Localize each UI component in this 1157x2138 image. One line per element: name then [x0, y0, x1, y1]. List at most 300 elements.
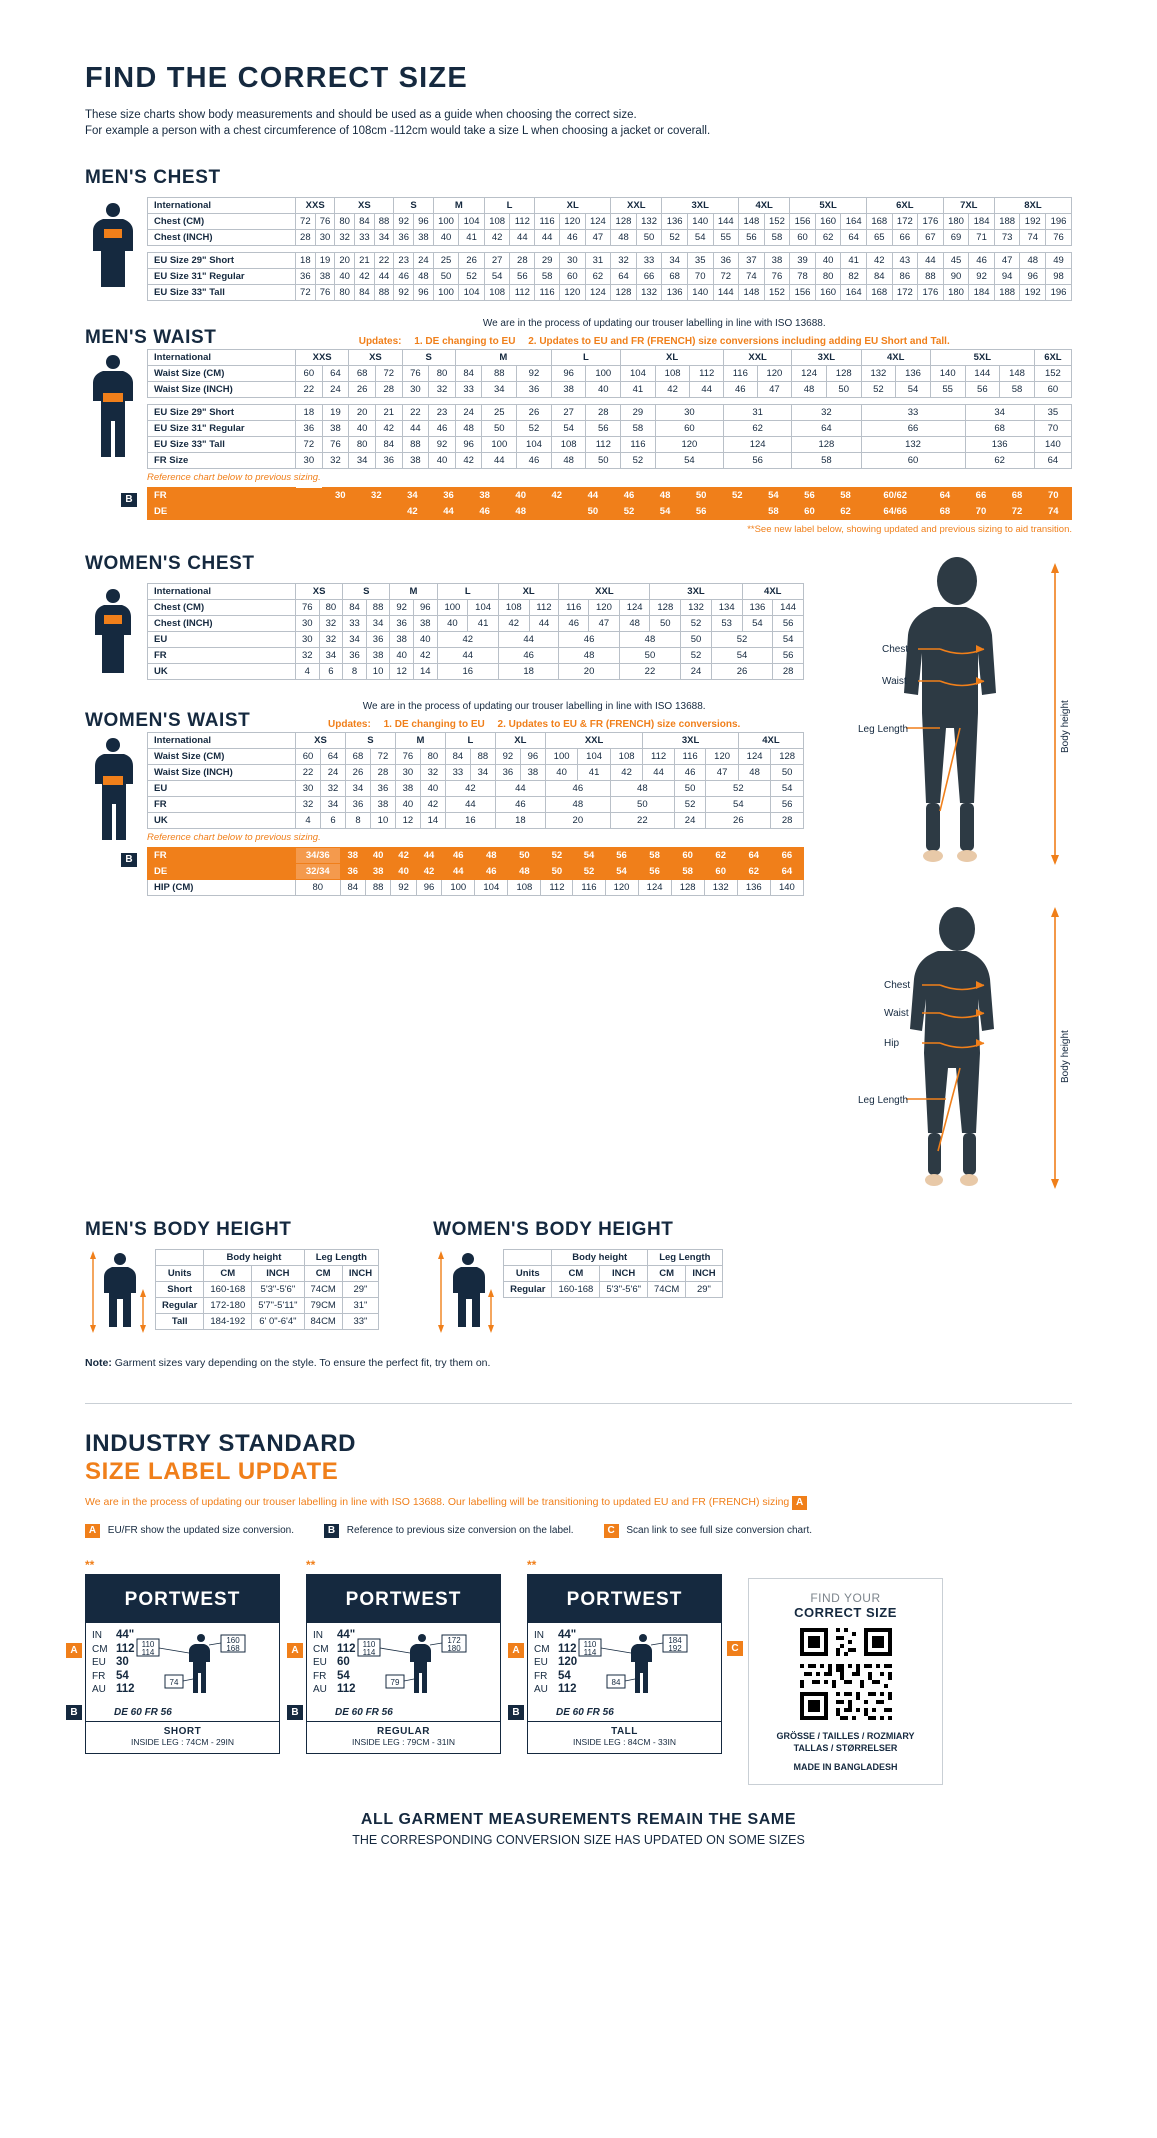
cell: 196: [1046, 214, 1072, 230]
col-blank: [504, 1250, 552, 1266]
cell: 116: [674, 749, 706, 765]
cell: 124: [792, 366, 827, 382]
cell: 116: [621, 437, 656, 453]
brand-header-2: [307, 1575, 500, 1623]
cell: 21: [375, 405, 402, 421]
cell: 132: [704, 880, 737, 896]
cell: 28: [296, 230, 316, 246]
model-images: [822, 553, 1072, 1203]
cell: 40: [395, 797, 420, 813]
male-torso-figure: [85, 197, 147, 289]
size-key: CM: [92, 1643, 108, 1655]
cell: 56: [773, 648, 804, 664]
updates-label: Updates:: [328, 719, 371, 730]
cell: 46: [674, 765, 706, 781]
cell: 54: [771, 781, 804, 797]
cell: 120: [706, 749, 739, 765]
table-row: [148, 648, 804, 664]
cell: 58: [755, 504, 791, 520]
size-key: FR: [313, 1670, 327, 1682]
size-key: AU: [313, 1684, 327, 1695]
cell: 140: [687, 285, 713, 301]
cell: 48: [508, 864, 541, 880]
cell: 34: [662, 253, 688, 269]
mens-waist-note-1: We are in the process of updating our trouser labelling in line with ISO 13688.: [482, 318, 826, 329]
cell: 84: [866, 269, 892, 285]
cell: 68: [927, 504, 963, 520]
cell: 32: [319, 616, 343, 632]
legend-text-a: EU/FR show the updated size conversion.: [107, 1525, 294, 1536]
mens-waist-block: [85, 349, 1072, 485]
cell: 72: [999, 504, 1035, 520]
table-row: [148, 504, 1072, 520]
cell: 42: [375, 421, 402, 437]
legend-item-c: [604, 1524, 812, 1538]
cell: 56: [771, 797, 804, 813]
cell: 8: [343, 664, 367, 680]
note-label: Note:: [85, 1357, 112, 1369]
svg-text:84: 84: [611, 1678, 621, 1687]
row-label: EU Size 29" Short: [148, 405, 296, 421]
table-row: [148, 600, 804, 616]
cell: 128: [650, 600, 681, 616]
callout-hip: Hip: [884, 1038, 900, 1049]
cell: 12: [395, 813, 420, 829]
cell: 108: [484, 285, 510, 301]
cell: 140: [930, 366, 965, 382]
cell: 24: [322, 382, 349, 398]
svg-text:192: 192: [668, 1644, 682, 1653]
cell: 27: [484, 253, 510, 269]
col-xxl: XXL: [611, 198, 662, 214]
cell: 92: [517, 366, 552, 382]
cell: 56: [683, 504, 719, 520]
cell: 164: [841, 214, 867, 230]
row-label: Waist Size (INCH): [148, 765, 296, 781]
mens-body-height-table: [155, 1249, 379, 1330]
size-key: IN: [534, 1630, 544, 1641]
cell: 33": [342, 1314, 378, 1330]
cell: 38: [322, 421, 349, 437]
cell: 66: [963, 488, 999, 504]
cell: 26: [711, 664, 772, 680]
cell: 88: [374, 285, 394, 301]
inside-leg-2: INSIDE LEG : 79CM - 31IN: [352, 1737, 455, 1747]
cell: 172-180: [204, 1298, 252, 1314]
cell: 136: [737, 880, 770, 896]
de-fr-line-3: DE 60 FR 56: [556, 1707, 614, 1718]
cell: 96: [414, 214, 434, 230]
cell: 88: [374, 214, 394, 230]
cell: 140: [770, 880, 803, 896]
cell: 36: [296, 269, 316, 285]
cell: 144: [713, 214, 739, 230]
cell: 34: [320, 797, 345, 813]
cell: 116: [535, 214, 560, 230]
female-waist-figure: [85, 732, 147, 844]
cell: 132: [636, 285, 662, 301]
cell: 46: [969, 253, 995, 269]
cell: 112: [529, 600, 559, 616]
cell: 36: [390, 616, 414, 632]
cell: 100: [545, 749, 578, 765]
qr-code-icon[interactable]: [800, 1628, 892, 1720]
cell: 54: [711, 648, 772, 664]
cell: 132: [681, 600, 712, 616]
col-6xl: 6XL: [1034, 350, 1071, 366]
brand-header-3: [528, 1575, 721, 1623]
male-waist-icon: [85, 351, 141, 461]
cell: 30: [655, 405, 723, 421]
measure-diagram-3: [577, 1629, 715, 1703]
col-international: International: [148, 198, 296, 214]
cell: 44: [482, 453, 517, 469]
note-text: Garment sizes vary depending on the style. To ensure the perfect fit, try them on.: [111, 1357, 491, 1369]
cell: 38: [365, 864, 390, 880]
cell: 24: [455, 405, 482, 421]
col-xl: XL: [495, 733, 545, 749]
cell: 160-168: [552, 1282, 600, 1298]
cell: 18: [296, 405, 323, 421]
cell: 48: [551, 453, 586, 469]
cell: 4: [296, 813, 321, 829]
cell: 120: [655, 437, 723, 453]
cell: 64: [322, 366, 349, 382]
male-model: [822, 553, 1072, 883]
cell: 64: [320, 749, 345, 765]
cell: 84: [375, 437, 402, 453]
cell: 104: [468, 600, 499, 616]
cell: 48: [738, 765, 771, 781]
cell: 54: [655, 453, 723, 469]
table-row: [148, 285, 1072, 301]
cell: 112: [510, 214, 535, 230]
cell: 32: [320, 781, 345, 797]
industry-lead-text: We are in the process of updating our trouser labelling in line with ISO 13688. Our labelling will be transitioning to updated EU and FR (FRENCH) sizing: [85, 1496, 790, 1508]
row-label: Regular: [156, 1298, 204, 1314]
cell: 30: [296, 632, 320, 648]
cell: 132: [636, 214, 662, 230]
cell: 32: [611, 253, 637, 269]
col-xs: XS: [296, 584, 343, 600]
legend-text-b: Reference to previous size conversion on the label.: [346, 1525, 574, 1536]
cell: 40: [365, 848, 390, 864]
cell: 80: [319, 600, 343, 616]
cell: 20: [559, 664, 619, 680]
cell: 28: [370, 765, 395, 781]
row-label: Waist Size (CM): [148, 366, 296, 382]
cell: 58: [638, 848, 671, 864]
table-row: [148, 214, 1072, 230]
tag-b-1: B: [66, 1705, 82, 1720]
col-3xl: 3XL: [650, 584, 742, 600]
cell: 124: [738, 749, 771, 765]
cell: 136: [896, 366, 931, 382]
cell: 22: [619, 664, 680, 680]
cell: 98: [1046, 269, 1072, 285]
cell: 44: [374, 269, 394, 285]
womens-waist-table: [147, 732, 804, 829]
col-l: L: [551, 350, 620, 366]
cell: 92: [391, 880, 416, 896]
cell: 16: [445, 813, 495, 829]
cell: 71: [969, 230, 995, 246]
cell: 100: [433, 214, 459, 230]
cell: 79CM: [304, 1298, 342, 1314]
table-row: [148, 584, 804, 600]
cell: 52: [662, 230, 688, 246]
cell: 52: [719, 488, 755, 504]
col-s: S: [343, 584, 390, 600]
meas-left-2: 114: [141, 1648, 154, 1657]
row-label: UK: [148, 813, 296, 829]
size-key: FR: [92, 1670, 106, 1682]
cell: 104: [475, 880, 508, 896]
cell: 90: [943, 269, 969, 285]
col-m: M: [455, 350, 551, 366]
row-label: FR: [148, 848, 296, 864]
size-val: 54: [116, 1669, 129, 1682]
svg-text:184: 184: [668, 1636, 682, 1645]
cell: 30: [296, 781, 321, 797]
cell: 38: [366, 648, 390, 664]
size-val: 44": [337, 1629, 356, 1641]
cell: 140: [687, 214, 713, 230]
cell: 76: [402, 366, 429, 382]
row-label: Regular: [504, 1282, 552, 1298]
cell: 32: [296, 648, 320, 664]
cell: 60: [296, 749, 321, 765]
cell: 31: [585, 253, 611, 269]
row-label: FR Size: [148, 453, 296, 469]
cell: 48: [610, 781, 674, 797]
cell: 84: [355, 214, 375, 230]
brand-header-1: [86, 1575, 279, 1623]
cell: 46: [559, 632, 619, 648]
womens-waist-note-2: [264, 719, 804, 730]
table-row: [148, 198, 1072, 214]
cell: 76: [1046, 230, 1072, 246]
qr-title-1: FIND YOUR: [810, 1591, 881, 1605]
col-6xl: 6XL: [866, 198, 943, 214]
cell: 124: [585, 214, 611, 230]
cell: 47: [589, 616, 620, 632]
male-waist-figure: [85, 349, 147, 461]
row-label: EU: [148, 781, 296, 797]
col-inch: INCH: [600, 1266, 648, 1282]
table-row: [156, 1314, 379, 1330]
cell: 50: [482, 421, 517, 437]
cell: 52: [674, 797, 706, 813]
cell: 136: [662, 214, 688, 230]
cell: 72: [296, 214, 316, 230]
cell: 112: [586, 437, 621, 453]
col-8xl: 8XL: [994, 198, 1071, 214]
cell: 136: [965, 437, 1034, 453]
size-key: AU: [92, 1684, 106, 1695]
cell: 50: [433, 269, 459, 285]
cell: 124: [638, 880, 671, 896]
industry-lead: [85, 1496, 1072, 1510]
cell: 84: [445, 749, 470, 765]
cell: 21: [355, 253, 375, 269]
row-label: Short: [156, 1282, 204, 1298]
womens-previous-block: [85, 847, 804, 896]
cell: 184-192: [204, 1314, 252, 1330]
womens-body-height-block: [433, 1219, 723, 1335]
meas-right-2: 168: [225, 1644, 240, 1653]
cell: [539, 504, 575, 520]
cell: 70: [687, 269, 713, 285]
cell: 132: [861, 366, 896, 382]
table-row: [156, 1298, 379, 1314]
col-xl: XL: [621, 350, 724, 366]
svg-text:114: 114: [583, 1648, 597, 1657]
cell: 56: [638, 864, 671, 880]
cell: 84CM: [304, 1314, 342, 1330]
intro-text: [85, 107, 1072, 139]
mens-chest-heading: MEN'S CHEST: [85, 167, 221, 188]
divider: [85, 1403, 1072, 1404]
cell: 148: [739, 285, 765, 301]
cell: 42: [437, 632, 498, 648]
female-model: [822, 903, 1072, 1203]
col-xxl: XXL: [545, 733, 643, 749]
cell: 6: [320, 813, 345, 829]
callout-body-height: Body height: [1060, 700, 1071, 753]
cell: 38: [467, 488, 503, 504]
row-label: Chest (CM): [148, 214, 296, 230]
cell: 19: [322, 405, 349, 421]
col-international: International: [148, 350, 296, 366]
col-3xl: 3XL: [662, 198, 739, 214]
cell: 70: [1034, 421, 1071, 437]
cell: 52: [573, 864, 605, 880]
callout-body-height: Body height: [1060, 1030, 1071, 1083]
table-row: [148, 632, 804, 648]
cell: 25: [433, 253, 459, 269]
size-key: EU: [313, 1657, 327, 1668]
col-s: S: [402, 350, 455, 366]
table-row: [148, 781, 804, 797]
cell: 22: [374, 253, 394, 269]
update-1: 1. DE changing to EU: [414, 336, 516, 347]
womens-body-height-heading: WOMEN'S BODY HEIGHT: [433, 1219, 674, 1240]
cell: 50: [650, 616, 681, 632]
cell: 30: [296, 453, 323, 469]
legend-item-b: [324, 1524, 574, 1538]
cell: 28: [773, 664, 804, 680]
cell: 54: [896, 382, 931, 398]
cell: 30: [322, 488, 358, 504]
cell: 164: [841, 285, 867, 301]
col-xl: XL: [498, 584, 558, 600]
cell: 172: [892, 214, 918, 230]
cell: 26: [517, 405, 552, 421]
cell: 42: [416, 864, 441, 880]
cell: 34: [345, 781, 370, 797]
col-xs: XS: [296, 733, 346, 749]
cell: 26: [345, 765, 370, 781]
cell: 22: [402, 405, 429, 421]
row-label: FR: [148, 648, 296, 664]
cell: 44: [643, 765, 675, 781]
size-val: 30: [116, 1656, 129, 1668]
cell: 62: [737, 864, 770, 880]
womens-chest-heading: WOMEN'S CHEST: [85, 553, 255, 574]
cell: 50: [508, 848, 541, 864]
cell: 88: [482, 366, 517, 382]
cell: 46: [467, 504, 503, 520]
cell: 68: [662, 269, 688, 285]
cell: 72: [296, 285, 316, 301]
cell: 44: [918, 253, 944, 269]
cell: 38: [402, 453, 429, 469]
cell: 20: [545, 813, 610, 829]
cell: 42: [413, 648, 437, 664]
de-fr-line-2: DE 60 FR 56: [335, 1707, 393, 1718]
svg-text:172: 172: [446, 1636, 461, 1645]
cell: 39: [790, 253, 816, 269]
cell: 60: [296, 366, 323, 382]
cell: 88: [366, 600, 390, 616]
cell: 48: [475, 848, 508, 864]
cell: 37: [739, 253, 765, 269]
cell: 30: [560, 253, 586, 269]
cell: 128: [826, 366, 861, 382]
cell: 140: [1034, 437, 1071, 453]
cell: 34: [349, 453, 376, 469]
cell: 124: [585, 285, 611, 301]
male-torso-icon: [85, 199, 141, 289]
col-xl: XL: [535, 198, 611, 214]
cell: 46: [475, 864, 508, 880]
cell: 80: [429, 366, 456, 382]
update-2: 2. Updates to EU and FR (FRENCH) size conversions including adding EU Short and Tall.: [528, 336, 950, 347]
col-inch2: INCH: [686, 1266, 722, 1282]
col-leg-length: Leg Length: [648, 1250, 723, 1266]
cell: 33: [636, 253, 662, 269]
cell: 40: [390, 648, 414, 664]
cell: 40: [503, 488, 539, 504]
cell: 24: [320, 765, 345, 781]
cell: 72: [713, 269, 739, 285]
cell: 32: [429, 382, 456, 398]
cell: 60: [791, 504, 827, 520]
cell: 48: [455, 421, 482, 437]
cell: 44: [437, 648, 498, 664]
col-m: M: [395, 733, 445, 749]
table-row: [504, 1250, 723, 1266]
cell: 70: [1035, 488, 1071, 504]
cell: 52: [706, 781, 771, 797]
cell: 50: [674, 781, 706, 797]
table-row: [148, 765, 804, 781]
table-row: [148, 437, 1072, 453]
cell: 144: [965, 366, 1000, 382]
cell: 44: [495, 781, 545, 797]
cell: 136: [662, 285, 688, 301]
cell: 41: [621, 382, 656, 398]
cell: 112: [643, 749, 675, 765]
cell: 66: [861, 421, 965, 437]
cell: 48: [619, 632, 680, 648]
mens-body-height-block: [85, 1219, 379, 1335]
cell: 108: [484, 214, 510, 230]
stars-marker-3: **: [527, 1558, 537, 1572]
cell: 19: [315, 253, 335, 269]
cell: 36: [343, 648, 367, 664]
